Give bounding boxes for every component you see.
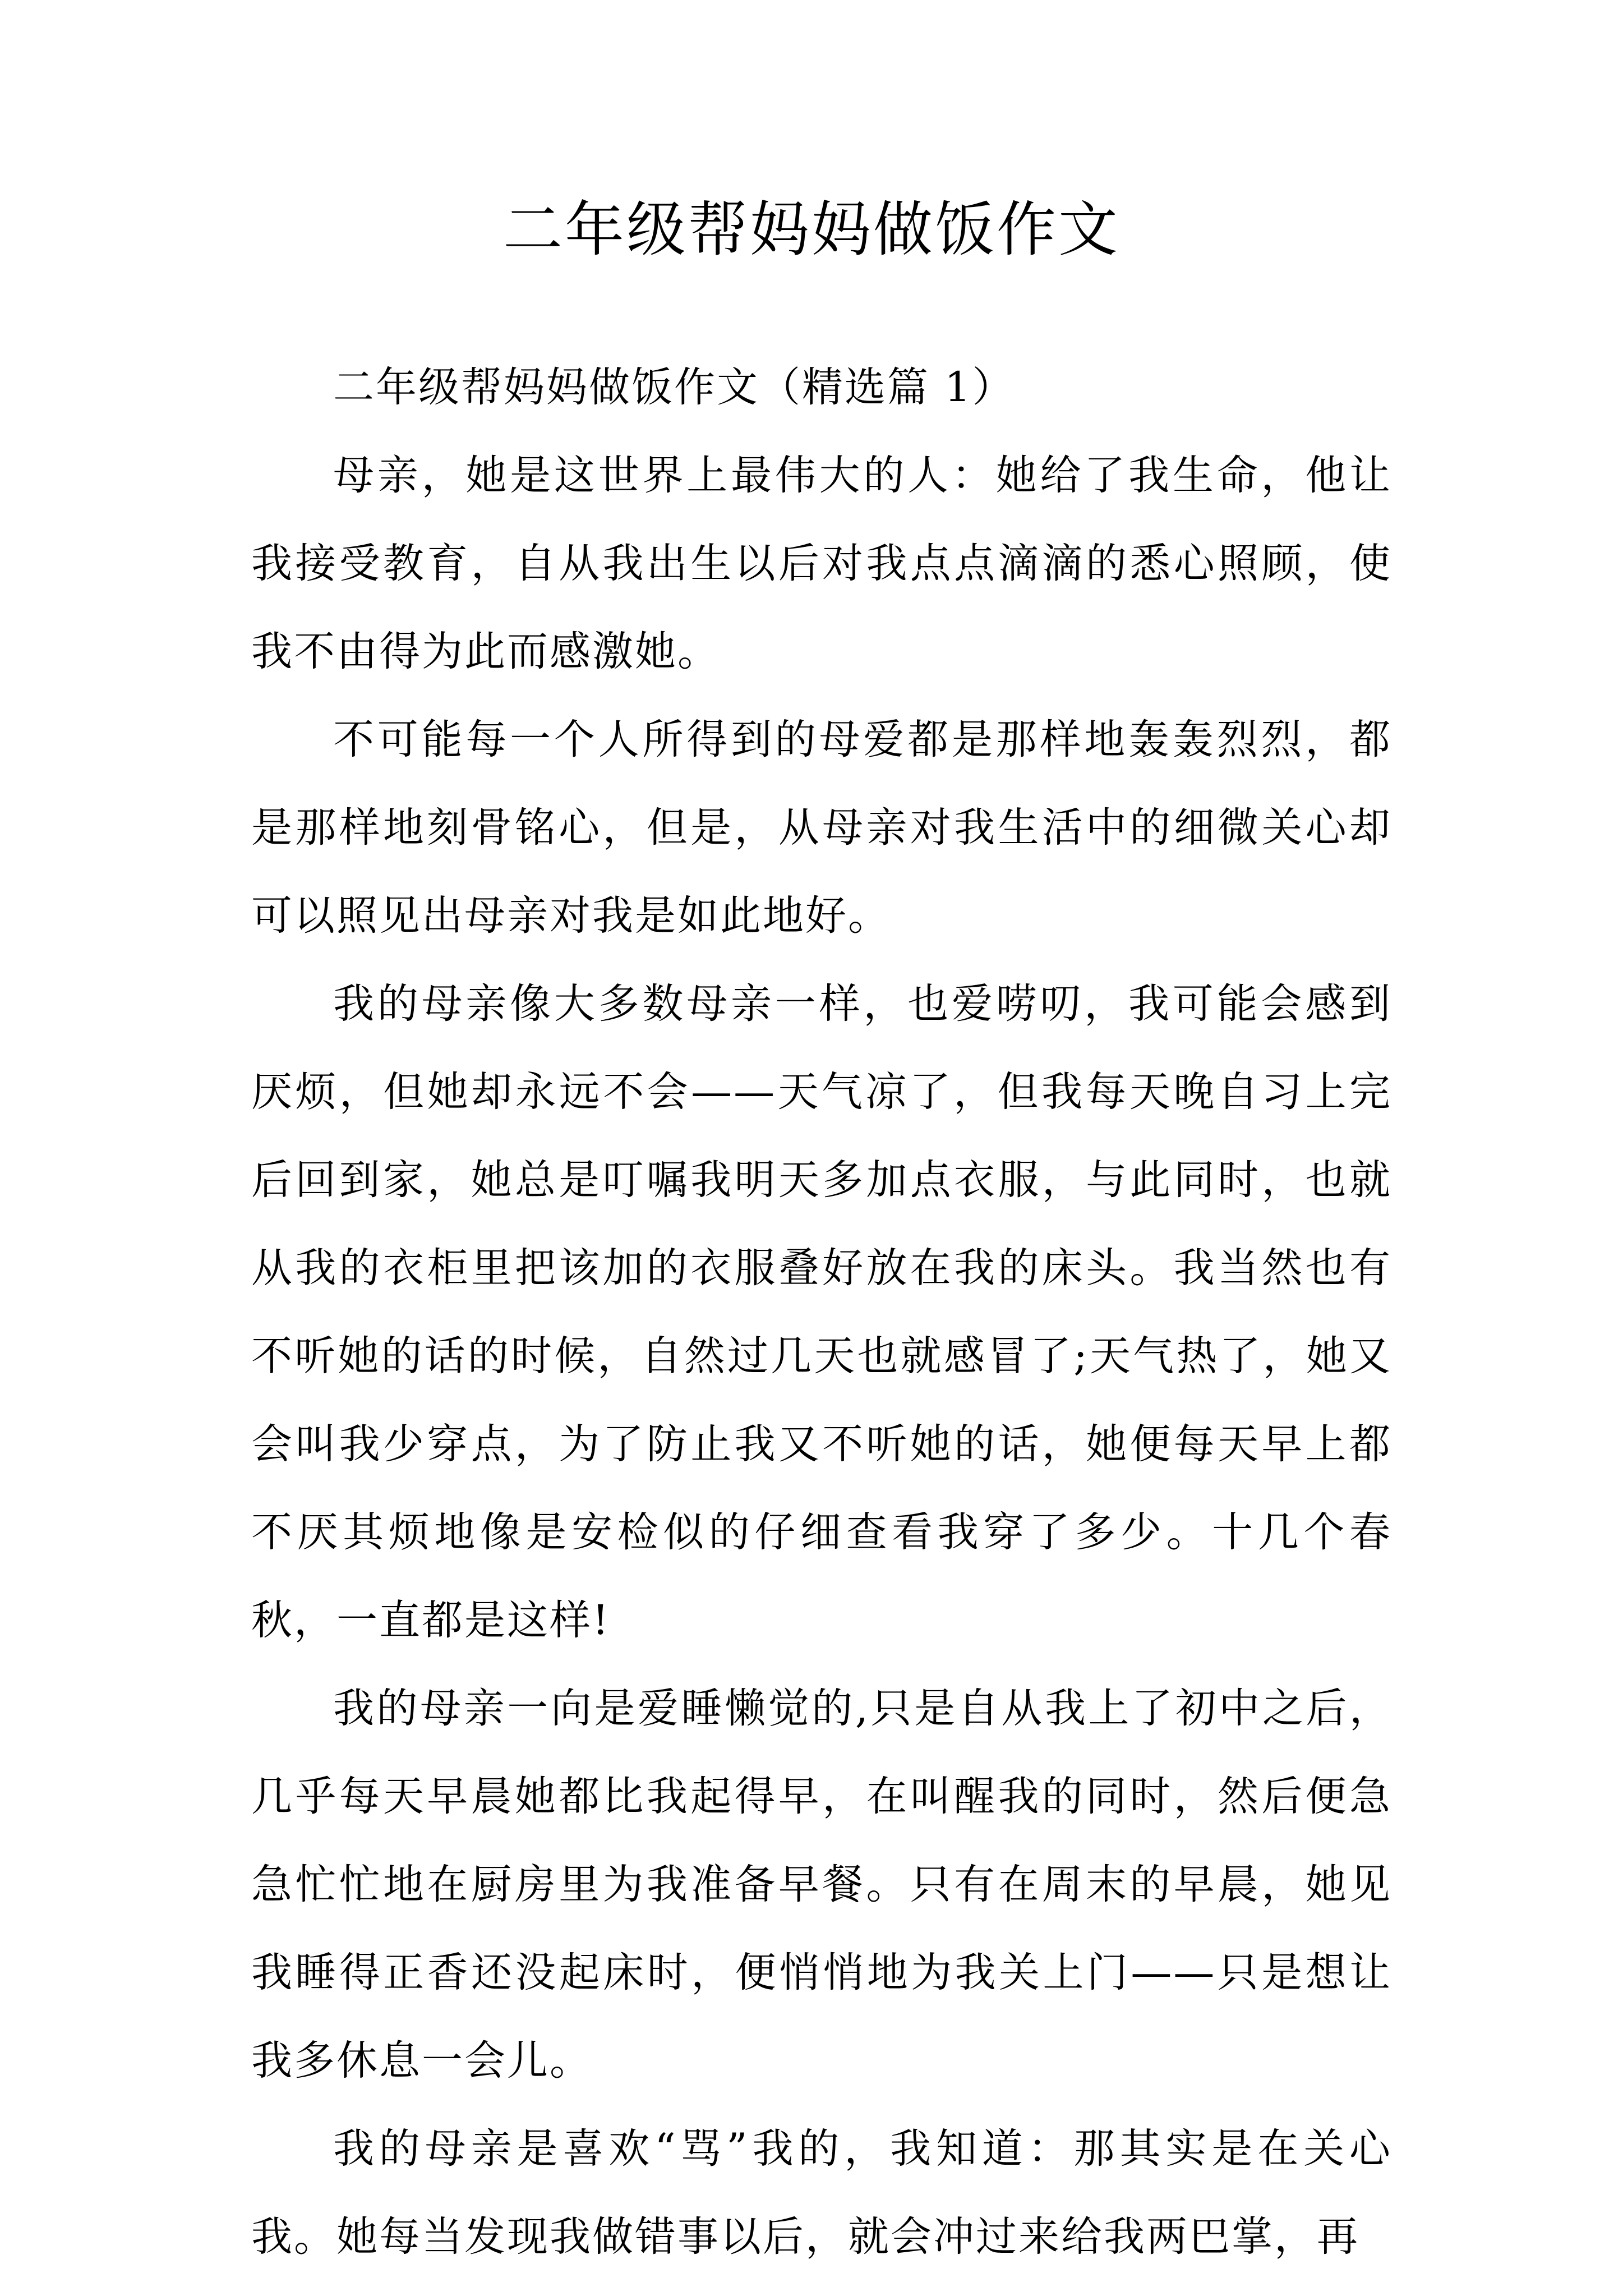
subtitle-paragraph: 二年级帮妈妈做饭作文（精选篇 1） xyxy=(333,364,1015,411)
paragraph: 我的母亲是喜欢“骂”我的，我知道：那其实是在关心我。她每当发现我做错事以后，就会冲过来给我两巴掌，再 xyxy=(251,2125,1392,2261)
paragraph: 我的母亲像大多数母亲一样，也爱唠叨，我可能会感到厌烦，但她却永远不会——天气凉了，但我每天晚自习上完后回到家，她总是叮嘱我明天多加点衣服，与此同时，也就从我的衣柜里把该加的衣服叠好放在我的床头。我当然也有不听她的话的时候，自然过几天也就感冒了;天气热了，她又会叫我少穿点，为了防止我又不听她的话，她便每天早上都不厌其烦地像是安检似的仔细查看我穿了多少。十几个春秋，一直都是这样! xyxy=(251,980,1392,1644)
paragraph: 我的母亲一向是爱睡懒觉的,只是自从我上了初中之后，几乎每天早晨她都比我起得早，在叫醒我的同时，然后便急急忙忙地在厨房里为我准备早餐。只有在周末的早晨，她见我睡得正香还没起床时，便悄悄地为我关上门——只是想让我多休息一会儿。 xyxy=(251,1685,1392,2085)
paragraph: 不可能每一个人所得到的母爱都是那样地轰轰烈烈，都是那样地刻骨铭心，但是，从母亲对我生活中的细微关心却可以照见出母亲对我是如此地好。 xyxy=(251,716,1392,940)
document-body xyxy=(251,343,1392,2281)
paragraph: 母亲，她是这世界上最伟大的人：她给了我生命，他让我接受教育，自从我出生以后对我点点滴滴的悉心照顾，使我不由得为此而感激她。 xyxy=(251,452,1392,675)
document-title: 二年级帮妈妈做饭作文 xyxy=(503,195,1120,264)
